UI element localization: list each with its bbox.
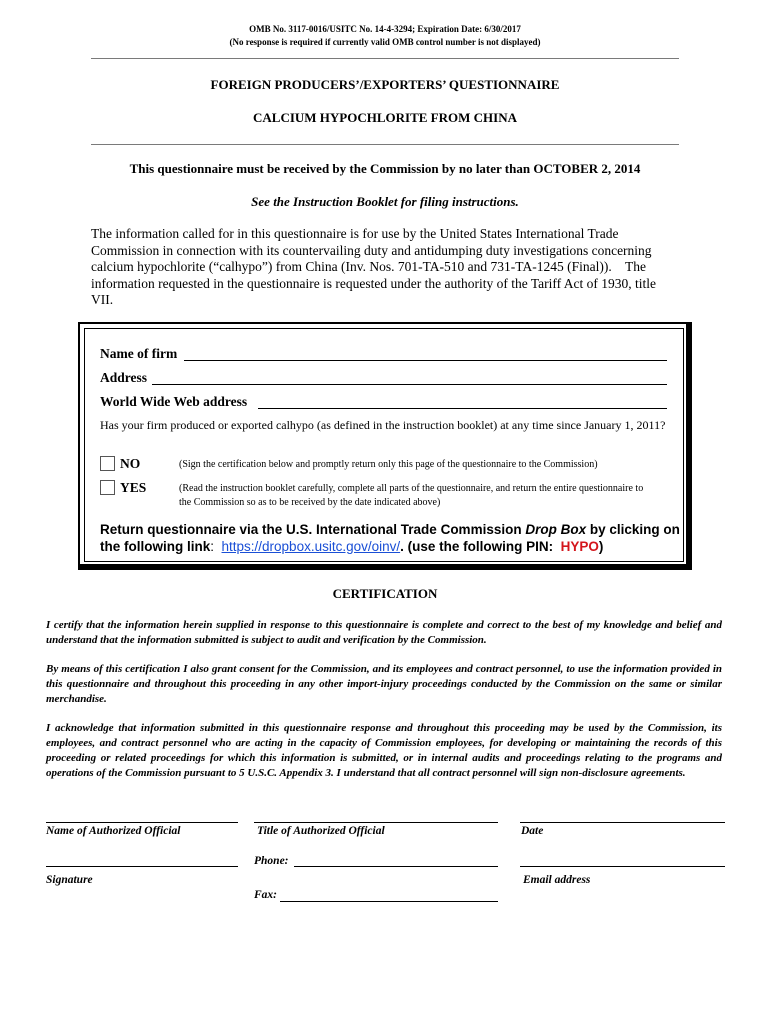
return-instructions: [100, 522, 685, 555]
email-field[interactable]: [520, 866, 725, 867]
omb-number: OMB No. 3117-0016/USITC No. 14-4-3294; Expiration Date: 6/30/2017: [249, 24, 521, 34]
official-title-field[interactable]: [254, 822, 498, 823]
fax-label: Fax:: [254, 889, 277, 901]
intro-paragraph: [91, 226, 681, 309]
intro-line: calcium hypochlorite (“calhypo”) from China (Inv. Nos. 701-TA-510 and 731-TA-1245 (Final)). The: [91, 259, 646, 274]
firm-name-label: Name of firm: [100, 346, 178, 361]
dropbox-link[interactable]: https://dropbox.usitc.gov/oinv/: [221, 538, 401, 554]
signature-field[interactable]: [46, 866, 238, 867]
deadline-notice: This questionnaire must be received by the Commission by no later than OCTOBER 2, 2014: [129, 161, 641, 176]
yes-checkbox[interactable]: [100, 480, 115, 495]
produced-question: Has your firm produced or exported calhypo (as defined in the instruction booklet) at any time since January 1, 2011?: [100, 418, 666, 432]
certification-paragraph: I certify that the information herein supplied in response to this questionnaire is complete and correct to the best of my knowledge and belief and understand that the information submitted is subject to audit and verification by the Commission.: [46, 619, 722, 646]
return-pin-prefix: . (use the following PIN:: [400, 538, 561, 554]
official-name-label: Name of Authorized Official: [46, 825, 181, 837]
consent-paragraph: By means of this certification I also grant consent for the Commission, and its employees and contract personnel, to use the information provided in this questionnaire and throughout this proceeding in any other import-injury proceedings conducted by the Commission on the same or similar merchandise.: [46, 663, 722, 705]
intro-line: VII.: [91, 292, 114, 307]
no-option-label: NO: [120, 456, 141, 471]
official-title-label: Title of Authorized Official: [257, 825, 385, 837]
instruction-note: See the Instruction Booklet for filing instructions.: [251, 194, 519, 209]
intro-line: The information called for in this questionnaire is for use by the United States International Trade: [91, 226, 619, 241]
certification-title: CERTIFICATION: [332, 586, 438, 601]
return-close: ): [598, 538, 604, 554]
intro-line: Commission in connection with its countervailing duty and antidumping duty investigations concerning: [91, 242, 652, 258]
yes-option-label: YES: [120, 480, 147, 495]
email-label: Email address: [523, 874, 591, 886]
no-checkbox[interactable]: [100, 456, 115, 471]
date-field[interactable]: [520, 822, 725, 823]
acknowledgement-paragraph: I acknowledge that information submitted in this questionnaire response and throughout this proceeding may be used by the Commission, its employees, and contract personnel who are acting in the capacity of Commission employees, for developing or maintaining the records of this proceeding or related proceedings for which this information is submitted, or in internal audits and proceedings relating to the programs and operations of the Commission pursuant to 5 U.S.C. Appendix 3. I understand that all contract personnel will sign non-disclosure agreements.: [46, 722, 722, 779]
omb-notice: (No response is required if currently valid OMB control number is not displayed): [229, 37, 541, 47]
signature-label: Signature: [46, 874, 93, 886]
web-address-field[interactable]: [258, 408, 667, 409]
address-field[interactable]: [152, 384, 667, 385]
title-divider: [91, 144, 679, 145]
header-divider: [91, 58, 679, 59]
drop-box-label: Drop Box: [525, 522, 587, 537]
official-name-field[interactable]: [46, 822, 238, 823]
web-address-label: World Wide Web address: [100, 394, 248, 409]
questionnaire-title: FOREIGN PRODUCERS’/EXPORTERS’ QUESTIONNAIRE: [210, 77, 560, 92]
intro-line: information requested in the questionnaire is requested under the authority of the Tariff Act of 1930, title: [91, 275, 657, 291]
no-option-note: (Sign the certification below and promptly return only this page of the questionnaire to the Commission): [179, 459, 598, 470]
return-colon: :: [210, 538, 222, 554]
fax-field[interactable]: [280, 901, 498, 902]
yes-option-note: (Read the instruction booklet carefully, complete all parts of the questionnaire, and return the entire questionnaire to the Commission so as to be received by the date indicated above): [179, 483, 644, 508]
firm-name-field[interactable]: [184, 360, 667, 361]
return-middle: by clicking on the following link: [100, 522, 680, 554]
address-label: Address: [100, 370, 148, 385]
phone-field[interactable]: [294, 866, 498, 867]
questionnaire-subtitle: CALCIUM HYPOCHLORITE FROM CHINA: [253, 110, 517, 125]
date-label: Date: [521, 825, 544, 837]
phone-label: Phone:: [254, 855, 289, 867]
pin-code: HYPO: [560, 538, 599, 554]
return-prefix: Return questionnaire via the U.S. International Trade Commission: [100, 522, 526, 537]
